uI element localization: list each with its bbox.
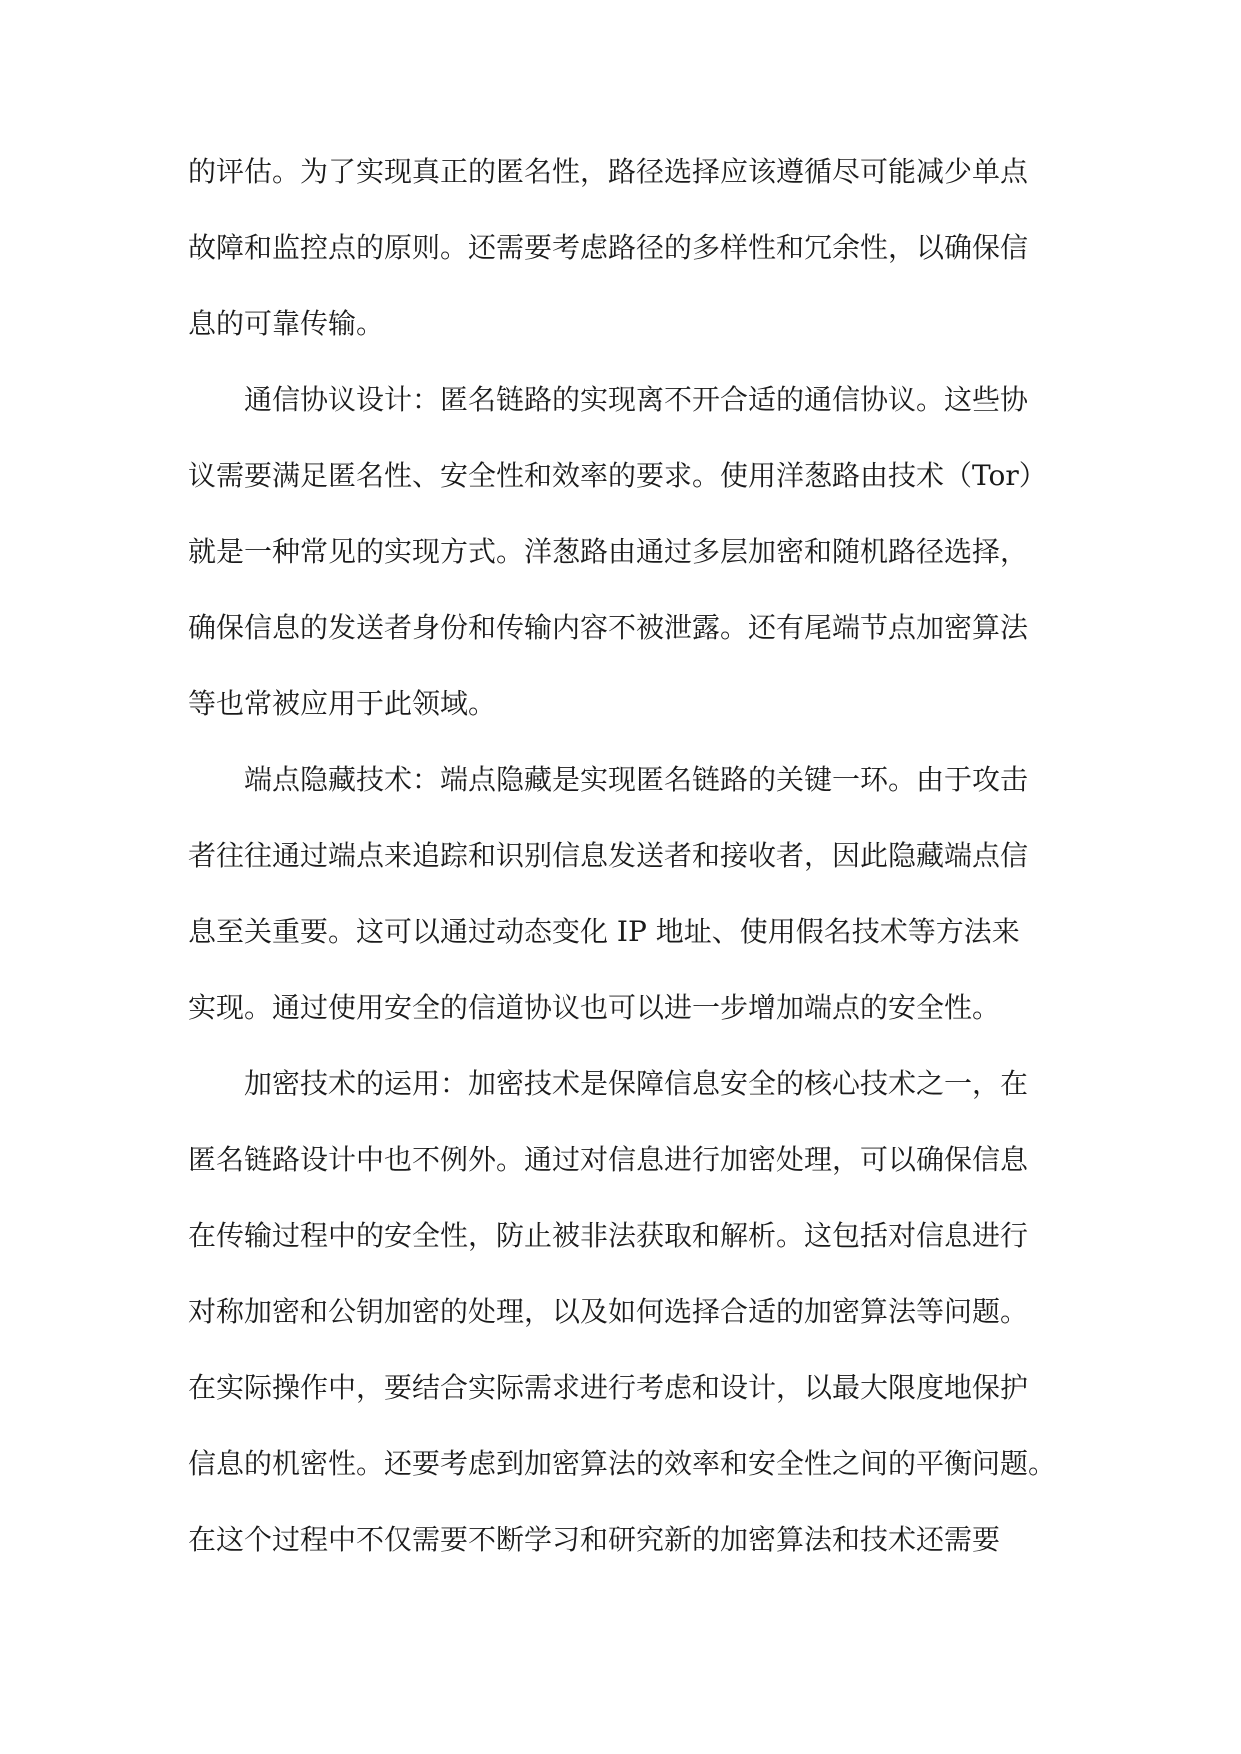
- paragraph-start-line: 加密技术的运用：加密技术是保障信息安全的核心技术之一，在: [244, 1067, 1029, 1100]
- text-line: 确保信息的发送者身份和传输内容不被泄露。还有尾端节点加密算法: [188, 611, 1029, 644]
- text-line: 信息的机密性。还要考虑到加密算法的效率和安全性之间的平衡问题。: [188, 1447, 1057, 1480]
- paragraph-start-line: 端点隐藏技术：端点隐藏是实现匿名链路的关键一环。由于攻击: [244, 763, 1029, 796]
- body-text: [188, 146, 1058, 1590]
- text-line: 的评估。为了实现真正的匿名性，路径选择应该遵循尽可能减少单点: [188, 155, 1029, 188]
- text-line: 故障和监控点的原则。还需要考虑路径的多样性和冗余性，以确保信: [188, 231, 1029, 264]
- text-line: 息至关重要。这可以通过动态变化 IP 地址、使用假名技术等方法来: [188, 915, 1020, 948]
- text-line: 在实际操作中，要结合实际需求进行考虑和设计，以最大限度地保护: [188, 1371, 1029, 1404]
- text-line: 议需要满足匿名性、安全性和效率的要求。使用洋葱路由技术（Tor）: [188, 459, 1047, 492]
- text-line: 对称加密和公钥加密的处理，以及如何选择合适的加密算法等问题。: [188, 1295, 1029, 1328]
- paragraph-start-line: 通信协议设计：匿名链路的实现离不开合适的通信协议。这些协: [244, 383, 1029, 416]
- text-line: 者往往通过端点来追踪和识别信息发送者和接收者，因此隐藏端点信: [188, 839, 1029, 872]
- text-line: 就是一种常见的实现方式。洋葱路由通过多层加密和随机路径选择，: [188, 535, 1029, 568]
- text-line: 实现。通过使用安全的信道协议也可以进一步增加端点的安全性。: [188, 991, 1001, 1024]
- text-line: 在这个过程中不仅需要不断学习和研究新的加密算法和技术还需要: [188, 1523, 1001, 1556]
- text-line: 息的可靠传输。: [188, 307, 385, 340]
- text-line: 在传输过程中的安全性，防止被非法获取和解析。这包括对信息进行: [188, 1219, 1029, 1252]
- text-line: 匿名链路设计中也不例外。通过对信息进行加密处理，可以确保信息: [188, 1143, 1029, 1176]
- text-line: 等也常被应用于此领域。: [188, 687, 497, 720]
